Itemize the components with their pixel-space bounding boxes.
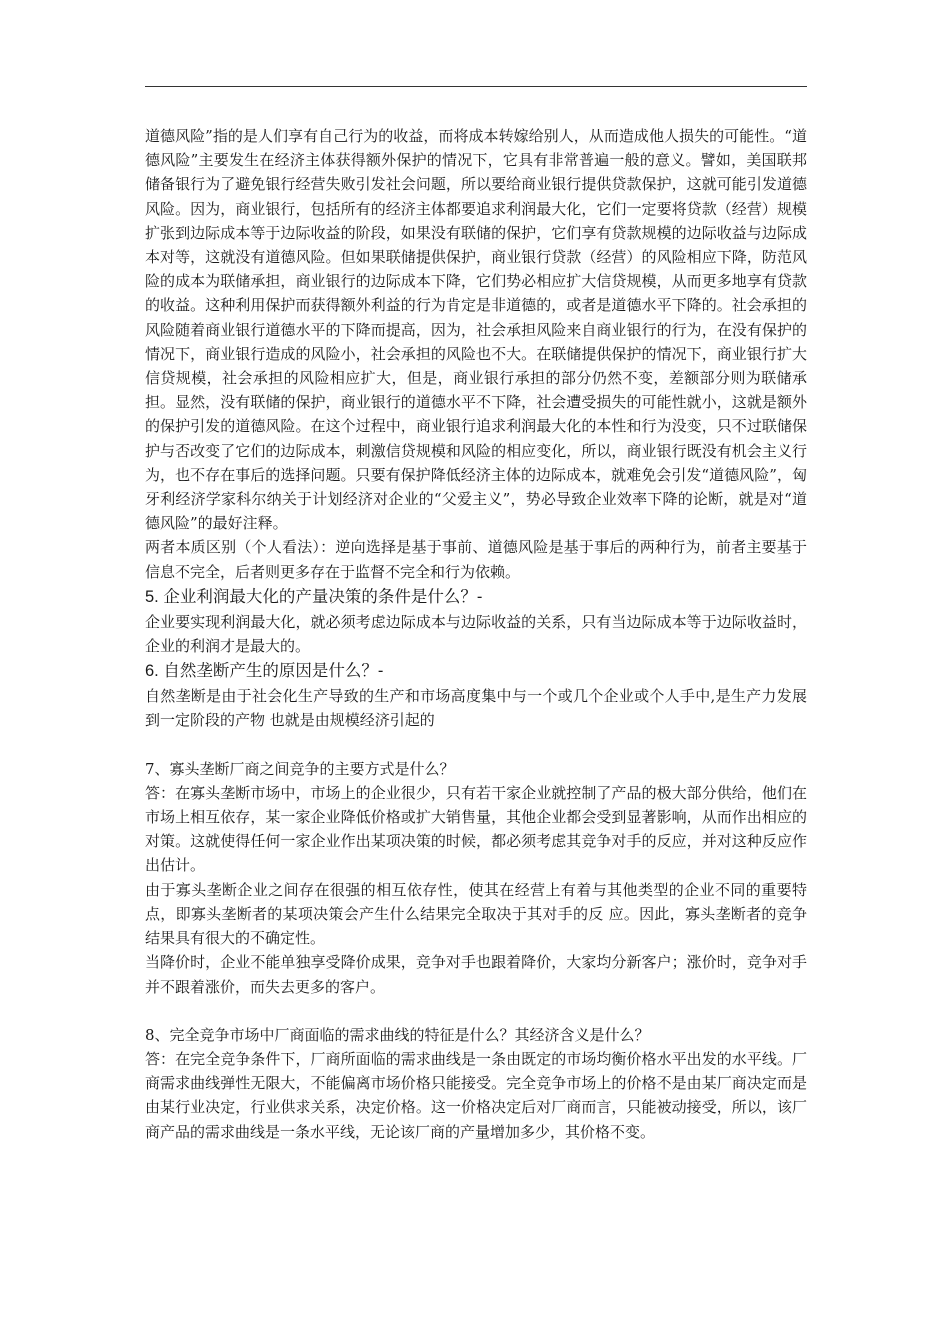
answer-7-paragraph-3: 当降价时，企业不能单独享受降价成果，竞争对手也跟着降价，大家均分新客户；涨价时，竞争对手并不跟着涨价，而失去更多的客户。 — [145, 953, 807, 996]
question-5-heading: 5. 企业利润最大化的产量决策的条件是什么？- — [145, 587, 483, 606]
question-6-heading: 6. 自然垄断产生的原因是什么？- — [145, 662, 384, 681]
answer-5-paragraph: 企业要实现利润最大化，就必须考虑边际成本与边际收益的关系，只有当边际成本等于边际收益时，企业的利润才是最大的。 — [145, 612, 807, 656]
answer-6-paragraph: 自然垄断是由于社会化生产导致的生产和市场高度集中与一个或几个企业或个人手中,是生产力发展到一定阶段的产物 也就是由规模经济引起的 — [145, 687, 807, 730]
moral-hazard-paragraph: 道德风险”指的是人们享有自己行为的收益，而将成本转嫁给别人，从而造成他人损失的可能性。“道德风险”主要发生在经济主体获得额外保护的情况下，它具有非常普遍一般的意义。譬如，美国联邦储备银行为了避免银行经营失败引发社会问题，所以要给商业银行提供贷款保护，这就可能引发道德风险。因为，商业银行，包括所有的经济主体都要追求利润最大化，它们一定要将贷款（经营）规模扩张到边际成本等于边际收益的阶段，如果没有联储的保护，它们享有贷款规模的边际收益与边际成本对等，这就没有道德风险。但如果联储提供保护，商业银行贷款（经营）的风险相应下降，防范风险的成本为联储承担，商业银行的边际成本下降，它们势必相应扩大信贷规模，从而更多地享有贷款的收益。这种利用保护而获得额外利益的行为肯定是非道德的，或者是道德水平下降的。社会承担的风险随着商业银行道德水平的下降而提高，因为，社会承担风险来自商业银行的行为，在没有保护的情况下，商业银行造成的风险小，社会承担的风险也不大。在联储提供保护的情况下，商业银行扩大信贷规模，社会承担的风险相应扩大，但是，商业银行承担的部分仍然不变，差额部分则为联储承担。显然，没有联储的保护，商业银行的道德水平不下降，社会遭受损失的可能性就小，这就是额外的保护引发的道德风险。在这个过程中，商业银行追求利润最大化的本性和行为没变，只不过联储保护与否改变了它们的边际成本，刺激信贷规模和风险的相应变化，所以，商业银行既没有机会主义行为，也不存在事后的选择问题。只要有保护降低经济主体的边际成本，就难免会引发“道德风险”，匈牙利经济学家科尔纳关于计划经济对企业的“父爱主义”，势必导致企业效率下降的论断，就是对“道德风险”的最好注释。 — [145, 127, 807, 533]
answer-8-paragraph: 答：在完全竞争条件下，厂商所面临的需求曲线是一条由既定的市场均衡价格水平出发的水平线。厂商需求曲线弹性无限大，不能偏离市场价格只能接受。完全竞争市场上的价格不是由某厂商决定而是由某行业决定，行业供求关系，决定价格。这一价格决定后对厂商而言，只能被动接受，所以，该厂商产品的需求曲线是一条水平线，无论该厂商的产量增加多少，其价格不变。 — [145, 1049, 807, 1141]
answer-7-paragraph-1: 答：在寡头垄断市场中，市场上的企业很少，只有若干家企业就控制了产品的极大部分供给，他们在市场上相互依存，某一家企业降低价格或扩大销售量，其他企业都会受到显著影响，从而作出相应的对策。这就使得任何一家企业作出某项决策的时候，都必须考虑其竞争对手的反应，并对这种反应作出估计。 — [145, 783, 807, 875]
document-body — [145, 124, 807, 1144]
header-rule — [145, 86, 807, 87]
question-8: 8、完全竞争市场中厂商面临的需求曲线的特征是什么？其经济含义是什么？ — [145, 1025, 650, 1044]
spacer — [145, 733, 807, 757]
question-7: 7、寡头垄断厂商之间竞争的主要方式是什么？ — [145, 759, 455, 778]
spacer — [145, 999, 807, 1023]
answer-7-paragraph-2: 由于寡头垄断企业之间存在很强的相互依存性，使其在经营上有着与其他类型的企业不同的重要特点，即寡头垄断者的某项决策会产生什么结果完全取决于其对手的反 应。因此，寡头垄断者的竞争结果具有很大的不确定性。 — [145, 880, 807, 948]
difference-paragraph: 两者本质区别（个人看法）：逆向选择是基于事前、道德风险是基于事后的两种行为，前者主要基于信息不完全，后者则更多存在于监督不完全和行为依赖。 — [145, 538, 807, 581]
